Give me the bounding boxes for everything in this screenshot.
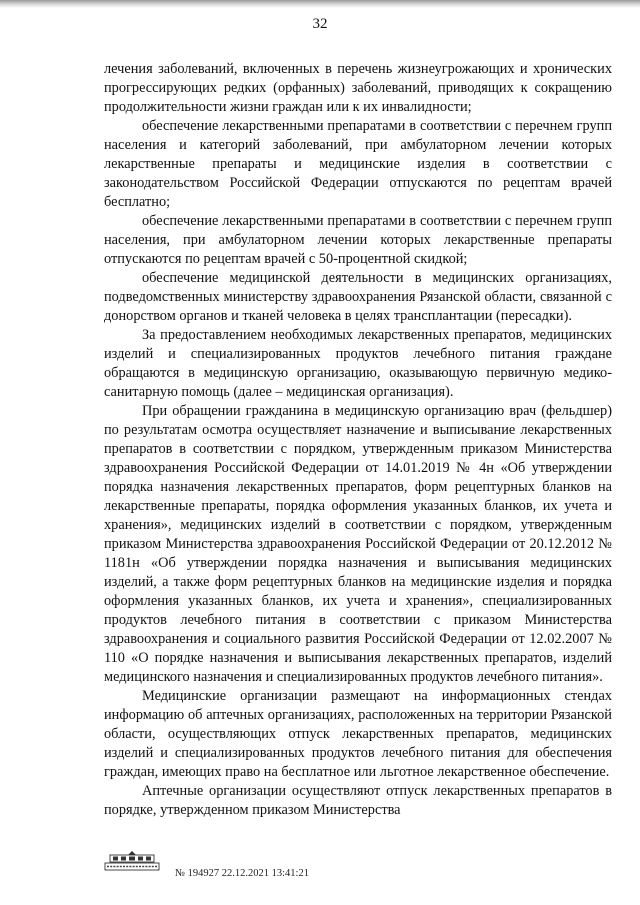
document-body <box>104 60 612 820</box>
paragraph: лечения заболеваний, включенных в перечень жизнеугрожающих и хронических прогрессирующих редких (орфанных) заболеваний, приводящих к сокращению продолжительности жизни граждан или к их инвалидности; <box>104 61 612 115</box>
scan-top-edge <box>0 0 640 8</box>
paragraph: Аптечные организации осуществляют отпуск лекарственных препаратов в порядке, утвержденном приказом Министерства <box>104 783 612 818</box>
page-number: 32 <box>312 16 328 32</box>
paragraph: обеспечение лекарственными препаратами в соответствии с перечнем групп населения и категорий заболеваний, при амбулаторном лечении которых лекарственные препараты и медицинские изделия в соответствии с законодательством Российской Федерации отпускаются по рецептам врачей бесплатно; <box>104 118 612 210</box>
registry-stamp-icon <box>104 850 160 872</box>
paragraph: обеспечение медицинской деятельности в медицинских организациях, подведомственных министерству здравоохранения Рязанской области, связанной с донорством органов и тканей человека в целях трансплантации (пересадки). <box>104 270 612 324</box>
paragraph: Медицинские организации размещают на информационных стендах информацию об аптечных организациях, расположенных на территории Рязанской области, осуществляющих отпуск лекарственных препаратов, медицинских изделий и специализированных продуктов лечебного питания для обеспечения граждан, имеющих право на бесплатное или льготное лекарственное обеспечение. <box>104 688 612 780</box>
paragraph: За предоставлением необходимых лекарственных препаратов, медицинских изделий и специализированных продуктов лечебного питания граждане обращаются в медицинскую организацию, оказывающую первичную медико-санитарную помощь (далее – медицинская организация). <box>104 327 612 400</box>
document-stamp-text: № 194927 22.12.2021 13:41:21 <box>175 868 309 879</box>
paragraph: обеспечение лекарственными препаратами в соответствии с перечнем групп населения, при амбулаторном лечении которых лекарственные препараты отпускаются по рецептам врачей с 50-процентной скидкой; <box>104 213 612 267</box>
paragraph: При обращении гражданина в медицинскую организацию врач (фельдшер) по результатам осмотра осуществляет назначение и выписывание лекарственных препаратов в соответствии с порядком, утвержденным приказом Министерства здравоохранения Российской Федерации от 14.01.2019 № 4н «Об утверждении порядка назначения лекарственных препаратов, форм рецептурных бланков на лекарственные препараты, порядка оформления указанных бланков, их учета и хранения», медицинских изделий в соответствии с порядком, утвержденным приказом Министерства здравоохранения Российской Федерации от 20.12.2012 № 1181н «Об утверждении порядка назначения и выписывания медицинских изделий, а также форм рецептурных бланков на медицинские изделия и порядка оформления указанных бланков, их учета и хранения», специализированных продуктов лечебного питания в соответствии с приказом Министерства здравоохранения и социального развития Российской Федерации от 12.02.2007 № 110 «О порядке назначения и выписывания лекарственных препаратов, изделий медицинского назначения и специализированных продуктов лечебного питания». <box>104 403 612 685</box>
